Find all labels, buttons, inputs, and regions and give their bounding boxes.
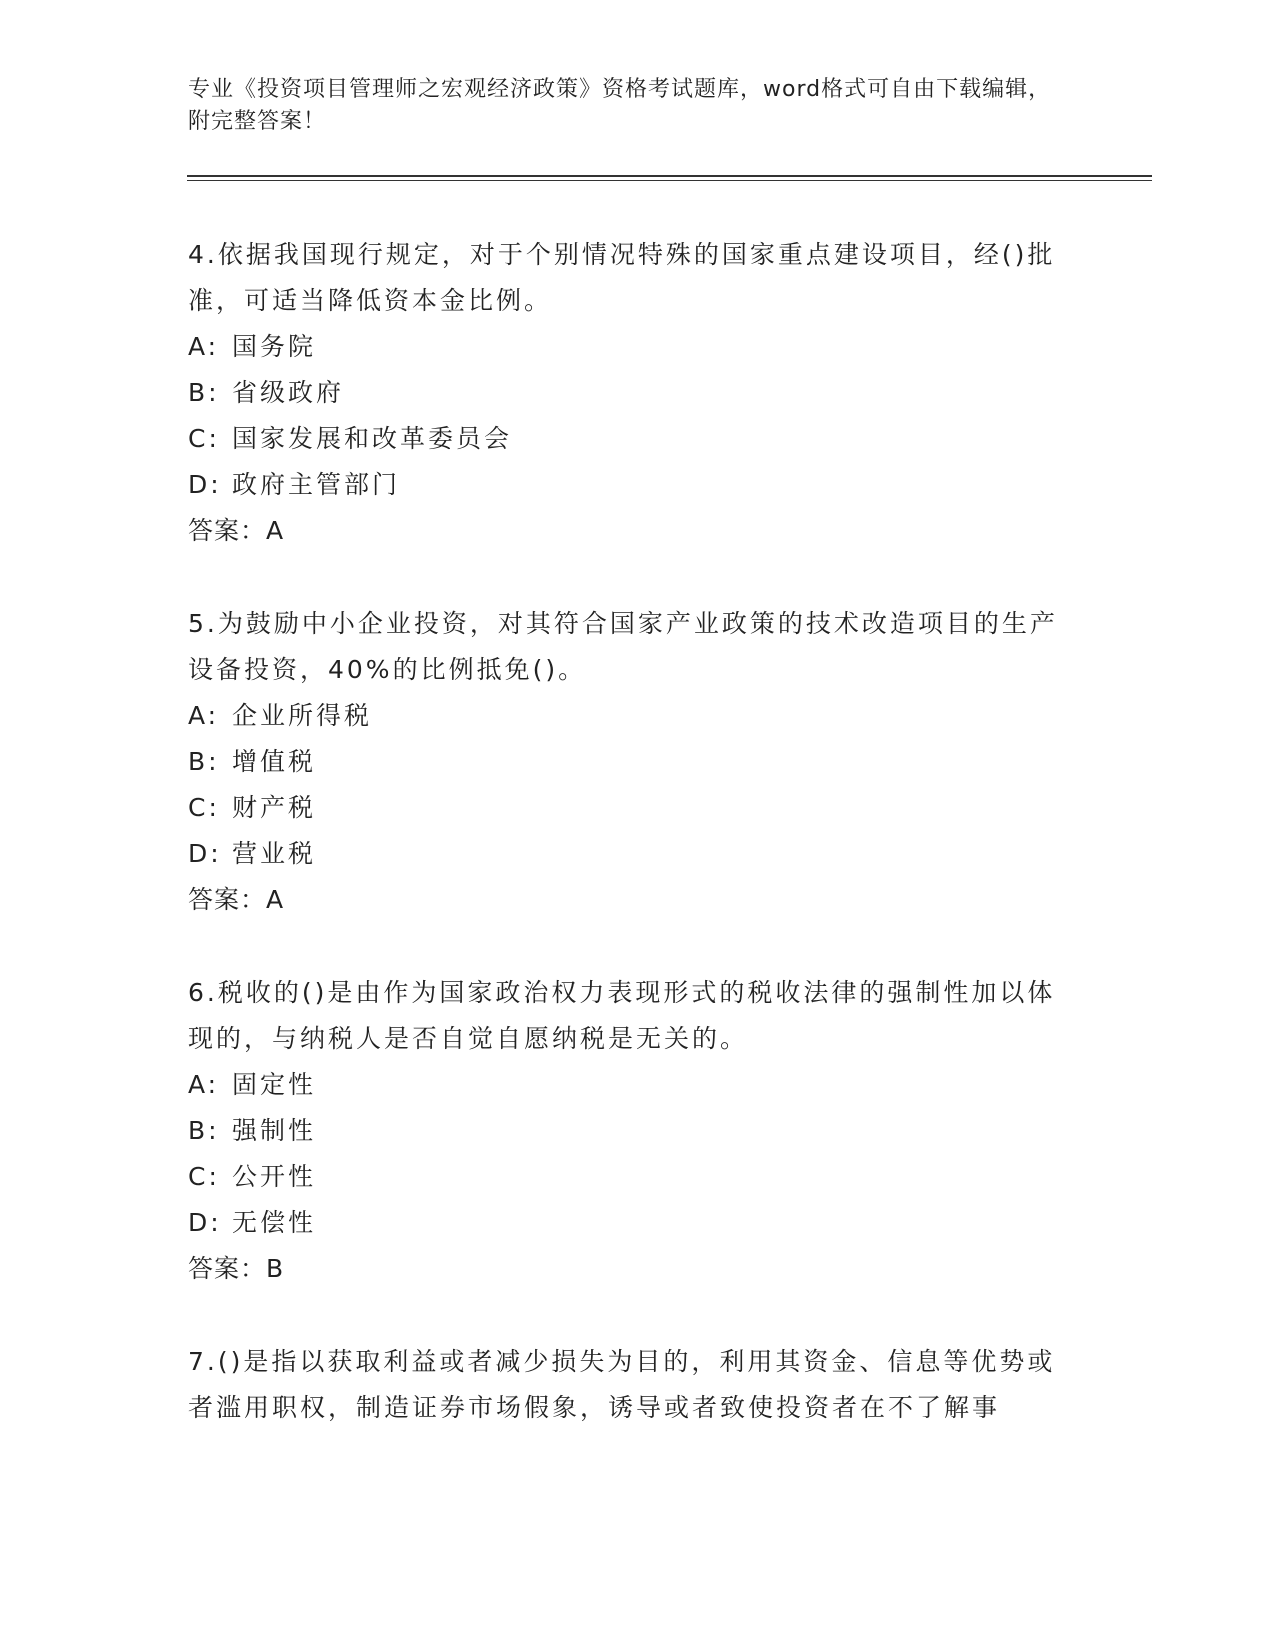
option-text: 营业税 — [232, 839, 317, 868]
question-4 — [188, 232, 1068, 554]
option-b — [188, 1108, 1068, 1154]
option-text: 无偿性 — [232, 1208, 317, 1237]
option-text: 强制性 — [232, 1116, 317, 1145]
answer-line: 答案：B — [188, 1254, 285, 1283]
option-b — [188, 370, 1068, 416]
option-letter: C: — [188, 424, 220, 453]
question-7 — [188, 1339, 1068, 1431]
option-d — [188, 462, 1068, 508]
option-text: 财产税 — [232, 793, 317, 822]
option-letter: B: — [188, 378, 220, 407]
option-letter: A: — [188, 332, 220, 361]
option-letter: A: — [188, 701, 220, 730]
option-text: 固定性 — [232, 1070, 317, 1099]
option-letter: B: — [188, 747, 220, 776]
option-text: 国家发展和改革委员会 — [232, 424, 513, 453]
question-stem: 4.依据我国现行规定，对于个别情况特殊的国家重点建设项目，经()批准，可适当降低资本金比例。 — [188, 240, 1056, 315]
question-stem: 7.()是指以获取利益或者减少损失为目的，利用其资金、信息等优势或者滥用职权，制造证券市场假象，诱导或者致使投资者在不了解事 — [188, 1347, 1056, 1422]
question-stem: 5.为鼓励中小企业投资，对其符合国家产业政策的技术改造项目的生产设备投资，40%的比例抵免()。 — [188, 609, 1058, 684]
option-a — [188, 324, 1068, 370]
option-c — [188, 785, 1068, 831]
option-letter: D: — [188, 470, 222, 499]
option-b — [188, 739, 1068, 785]
option-letter: C: — [188, 793, 220, 822]
option-letter: B: — [188, 1116, 220, 1145]
option-letter: A: — [188, 1070, 220, 1099]
option-text: 公开性 — [232, 1162, 317, 1191]
answer-line: 答案：A — [188, 885, 285, 914]
question-5 — [188, 601, 1068, 923]
question-list — [188, 232, 1068, 1478]
answer-line: 答案：A — [188, 516, 285, 545]
option-d — [188, 831, 1068, 877]
option-text: 国务院 — [232, 332, 317, 361]
option-a — [188, 1062, 1068, 1108]
option-d — [188, 1200, 1068, 1246]
option-letter: C: — [188, 1162, 220, 1191]
option-c — [188, 1154, 1068, 1200]
document-header: 专业《投资项目管理师之宏观经济政策》资格考试题库，word格式可自由下载编辑，附完整答案！ — [188, 77, 1052, 134]
option-text: 省级政府 — [232, 378, 345, 407]
option-text: 增值税 — [232, 747, 317, 776]
option-text: 企业所得税 — [232, 701, 373, 730]
option-a — [188, 693, 1068, 739]
option-text: 政府主管部门 — [232, 470, 401, 499]
question-stem: 6.税收的()是由作为国家政治权力表现形式的税收法律的强制性加以体现的，与纳税人是否自觉自愿纳税是无关的。 — [188, 978, 1056, 1053]
option-letter: D: — [188, 1208, 222, 1237]
option-letter: D: — [188, 839, 222, 868]
question-6 — [188, 970, 1068, 1292]
header-divider — [187, 175, 1152, 181]
option-c — [188, 416, 1068, 462]
